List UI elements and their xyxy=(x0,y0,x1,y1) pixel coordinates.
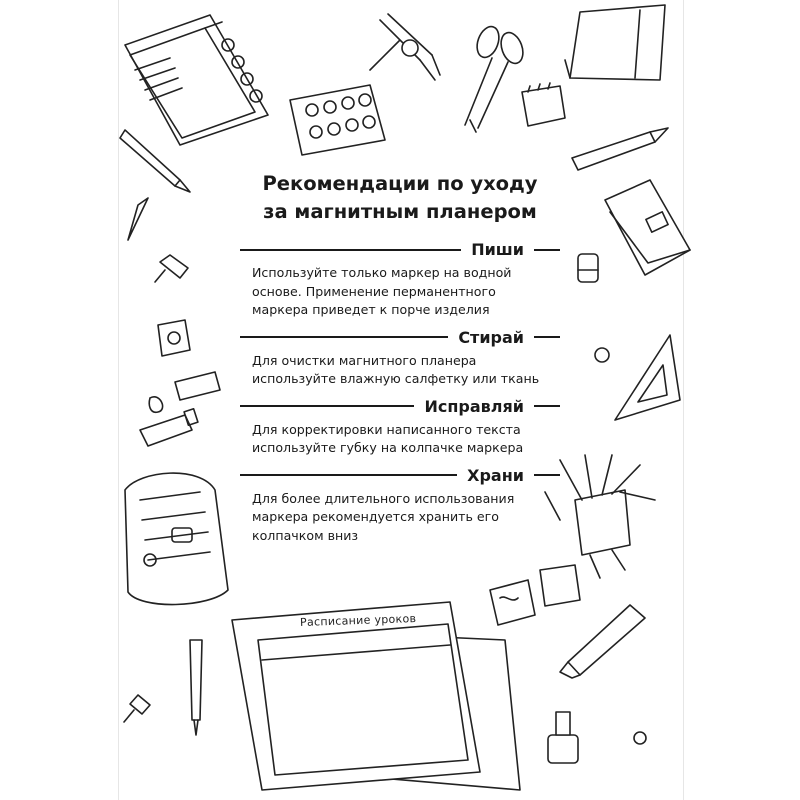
set-square-icon xyxy=(615,335,680,420)
closed-notebook-icon xyxy=(565,5,665,80)
schedule-board-icon xyxy=(232,602,520,790)
text-line: используйте губку на колпачке маркера xyxy=(252,440,524,455)
text-line: Для очистки магнитного планера xyxy=(252,352,477,368)
heading-rule xyxy=(534,249,560,251)
schedule-label: Расписание уроков xyxy=(299,611,417,630)
text-line: Для корректировки написанного текста xyxy=(252,421,521,437)
ring-binder-notebook-icon xyxy=(125,15,268,145)
heading-rule xyxy=(534,405,560,407)
text-line: Для более длительного использования xyxy=(252,490,515,506)
push-pin-icon xyxy=(634,732,646,744)
section-correct xyxy=(240,397,560,458)
glue-bottle-icon xyxy=(548,712,578,763)
pencil-icon xyxy=(128,198,148,240)
title-line-1: Рекомендации по уходу xyxy=(262,172,538,195)
notepad-icon xyxy=(522,83,565,126)
text-line: колпачком вниз xyxy=(252,527,359,543)
text-line: используйте влажную салфетку или ткань xyxy=(252,371,540,386)
heading-label: Храни xyxy=(467,465,524,485)
pencil-icon xyxy=(572,128,668,170)
push-pin-icon xyxy=(155,255,188,282)
heading-rule xyxy=(534,474,560,476)
section-text xyxy=(240,264,560,320)
heading-label: Пиши xyxy=(471,240,524,259)
sticky-notes-icon xyxy=(490,565,580,625)
pen-icon xyxy=(190,640,202,735)
push-pin-icon xyxy=(595,348,609,362)
heading-rule xyxy=(534,336,560,338)
pencil-case-icon xyxy=(125,473,228,604)
heading-rule xyxy=(240,249,461,251)
push-pin-icon xyxy=(124,695,150,722)
section-text xyxy=(240,352,560,389)
section-text xyxy=(240,490,560,546)
text-line: основе. Применение перманентного xyxy=(252,283,496,299)
marker-icon xyxy=(560,605,645,678)
heading-rule xyxy=(240,336,448,338)
section-heading xyxy=(240,328,560,347)
section-heading xyxy=(240,466,560,485)
scissors-icon xyxy=(465,24,527,132)
text-line: Используйте только маркер на водной xyxy=(252,265,512,280)
eraser-icon xyxy=(578,254,598,282)
care-instructions xyxy=(240,170,560,553)
section-heading xyxy=(240,240,560,259)
heading-label: Стирай xyxy=(458,327,524,347)
compass-icon xyxy=(370,14,440,80)
section-heading xyxy=(240,397,560,416)
paint-tube-icon xyxy=(140,409,198,446)
heading-rule xyxy=(240,474,457,476)
title-line-2: за магнитным планером xyxy=(263,200,537,223)
section-store xyxy=(240,466,560,546)
section-text xyxy=(240,421,560,458)
book-icon xyxy=(605,180,690,275)
paint-tube-icon xyxy=(149,372,220,412)
sharpener-icon xyxy=(158,320,190,356)
pencil-cup-icon xyxy=(545,455,655,578)
heading-label: Исправляй xyxy=(424,396,524,416)
text-line: маркера приведет к порче изделия xyxy=(252,302,490,317)
section-write xyxy=(240,240,560,320)
paint-palette-icon xyxy=(290,85,385,155)
text-line: маркера рекомендуется хранить его xyxy=(252,509,499,524)
page-title xyxy=(240,170,560,226)
heading-rule xyxy=(240,405,414,407)
section-erase xyxy=(240,328,560,389)
